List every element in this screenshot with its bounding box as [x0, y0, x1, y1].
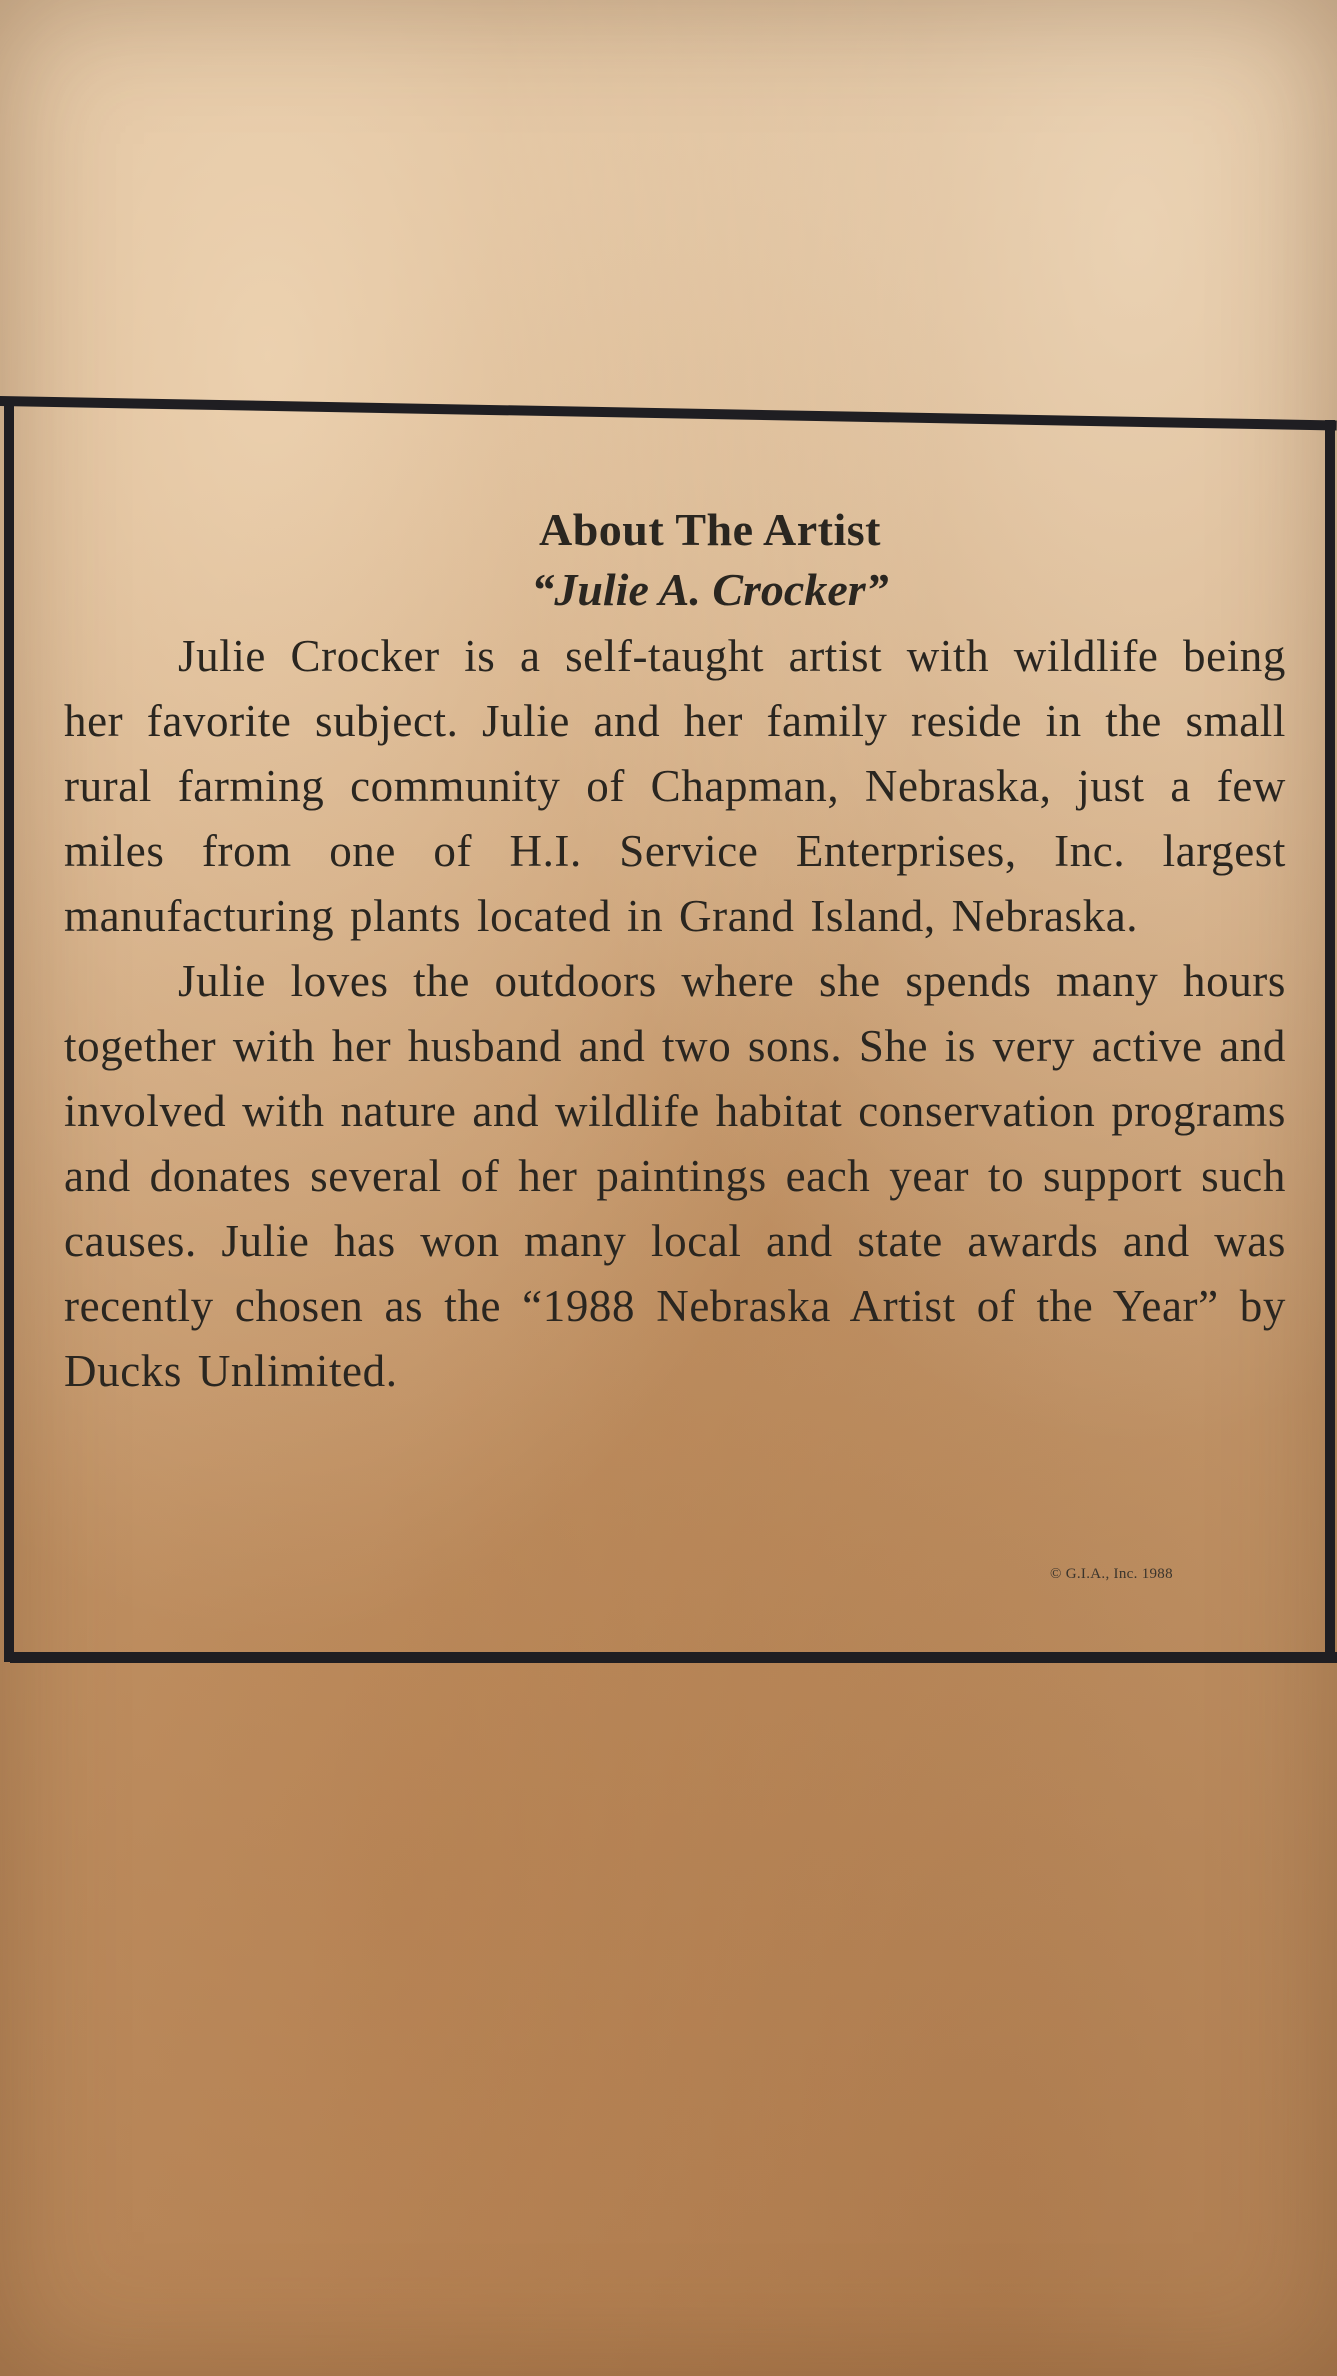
frame-right-border — [1325, 420, 1335, 1660]
artist-name: “Julie A. Crocker” — [531, 564, 889, 615]
page-title: About The Artist — [539, 504, 881, 555]
frame-left-border — [4, 400, 14, 1662]
frame-bottom-border — [10, 1652, 1337, 1663]
copyright-notice: © G.I.A., Inc. 1988 — [1050, 1566, 1173, 1582]
frame-top-border — [0, 396, 1337, 430]
bio-paragraph-2: Julie loves the outdoors where she spends many hours together with her husband and two sons. She is very active and involved with nature and wildlife habitat conservation programs and donates several of her paintings each year to support such causes. Julie has won many local and state awards and was recently chosen as the “1988 Nebraska Artist of the Year” by Ducks Unlimited. — [64, 956, 1286, 1396]
artist-bio-panel — [64, 500, 1286, 1404]
bio-paragraph-1: Julie Crocker is a self-taught artist with wildlife being her favorite subject. Julie and her family reside in the small rural farming community of Chapman, Nebraska, just a few miles from one of H.I. Service Enterprises, Inc. largest manufacturing plants located in Grand Island, Nebraska. — [64, 631, 1286, 941]
